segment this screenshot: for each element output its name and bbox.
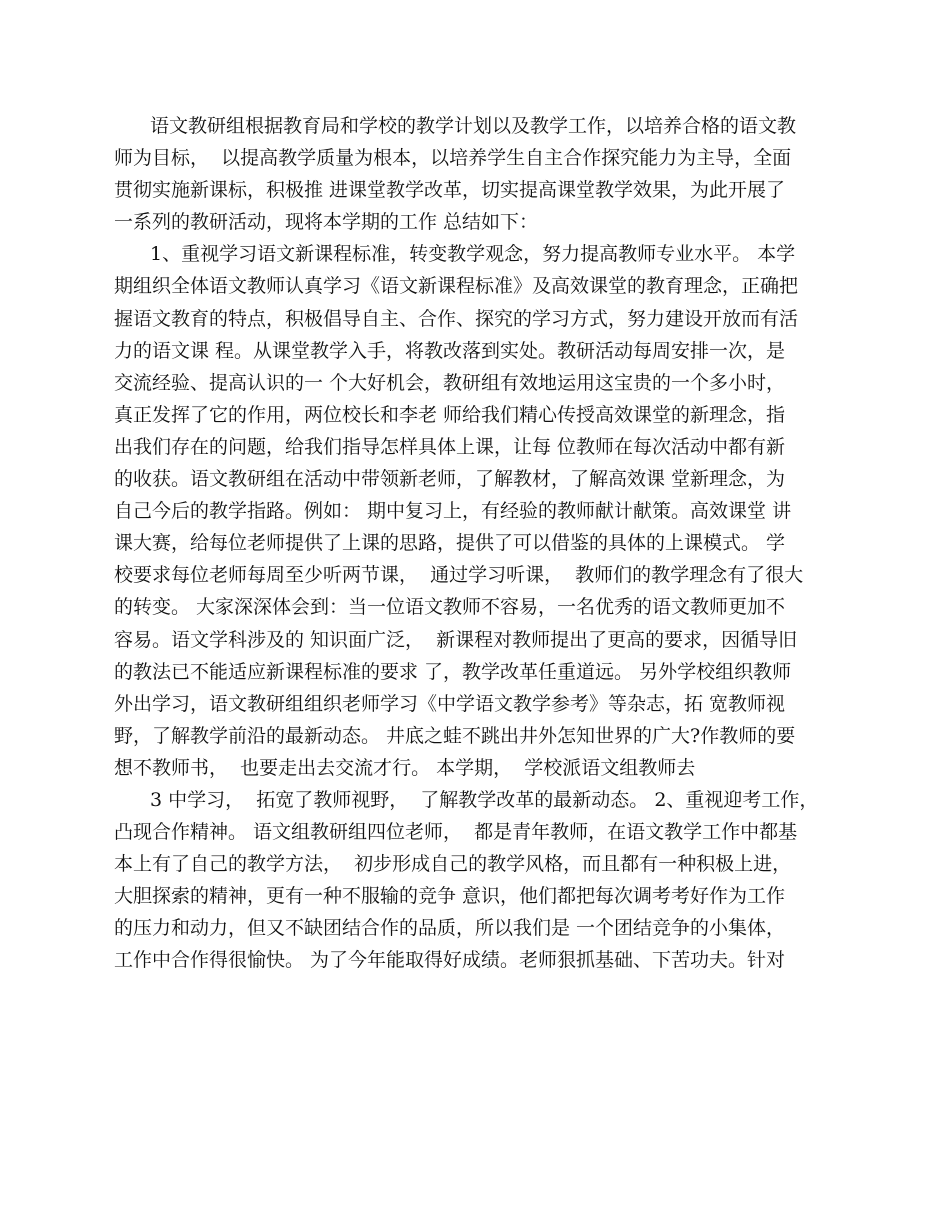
paragraph-line: 师为目标， 以提高教学质量为根本，以培养学生自主合作探究能力为主导，全面 [114,147,792,170]
paragraph-line: 一系列的教研活动，现将本学期的工作 总结如下： [114,211,539,234]
paragraph-line: 本上有了自己的教学方法， 初步形成自己的教学风格，而且都有一种积极上进， [114,853,792,876]
paragraph-line: 大胆探索的精神，更有一种不服输的竞争 意识，他们都把每次调考考好作为工作 [114,885,786,908]
document-body [114,110,826,977]
paragraph-line: 出我们存在的问题，给我们指导怎样具体上课，让每 位教师在每次活动中都有新 [114,435,786,458]
paragraph-line: 交流经验、提高认识的一 个大好机会，教研组有效地运用这宝贵的一个多小时， [114,371,786,394]
paragraph-line: 贯彻实施新课标，积极推 进课堂教学改革，切实提高课堂教学效果，为此开展了 [114,179,786,202]
paragraph-line: 课大赛，给每位老师提供了上课的思路，提供了可以借鉴的具体的上课模式。 学 [114,532,786,555]
paragraph-line: 握语文教育的特点，积极倡导自主、合作、探究的学习方式，努力建设开放而有活 [114,307,799,330]
paragraph-line: 真正发挥了它的作用，两位校长和李老 师给我们精心传授高效课堂的新理念，指 [114,403,786,426]
paragraph-line: 容易。语文学科涉及的 知识面广泛， 新课程对教师提出了更高的要求，因循导旧 [114,628,798,651]
paragraph-line: 的转变。 大家深深体会到：当一位语文教师不容易，一名优秀的语文教师更加不 [114,596,786,619]
paragraph-line: 自己今后的教学指路。例如： 期中复习上，有经验的教师献计献策。高效课堂 讲 [114,500,792,523]
paragraph-line: 校要求每位老师每周至少听两节课， 通过学习听课， 教师们的教学理念有了很大 [114,564,804,587]
paragraph-line: 3 中学习， 拓宽了教师视野， 了解教学改革的最新动态。 2、重视迎考工作， [150,788,819,811]
paragraph-line: 凸现合作精神。 语文组教研组四位老师， 都是青年教师，在语文教学工作中都基 [114,821,798,844]
paragraph-line: 1、重视学习语文新课程标准，转变教学观念，努力提高教师专业水平。 本学 [150,243,796,266]
paragraph-line: 力的语文课 程。从课堂教学入手，将教改落到实处。教研活动每周安排一次，是 [114,339,786,362]
paragraph-line: 语文教研组根据教育局和学校的教学计划以及教学工作，以培养合格的语文教 [150,115,797,137]
paragraph-line: 期组织全体语文教师认真学习《语文新课程标准》及高效课堂的教育理念，正确把 [114,275,799,298]
paragraph-line: 外出学习，语文教研组组织老师学习《中学语文教学参考》等杂志，拓 宽教师视 [114,692,786,715]
paragraph-line: 想不教师书， 也要走出去交流才行。 本学期， 学校派语文组教师去 [114,756,696,779]
paragraph-line: 的压力和动力，但又不缺团结合作的品质，所以我们是 一个团结竞争的小集体， [114,917,786,940]
paragraph-line: 工作中合作得很愉快。 为了今年能取得好成绩。老师狠抓基础、下苦功夫。针对 [114,949,786,972]
paragraph-line: 野，了解教学前沿的最新动态。 井底之蛙不跳出井外怎知世界的广大?作教师的要 [114,724,796,747]
paragraph-line: 的收获。语文教研组在活动中带领新老师，了解教材，了解高效课 堂新理念，为 [114,468,786,491]
paragraph-line: 的教法已不能适应新课程标准的要求 了，教学改革任重道远。 另外学校组织教师 [114,660,792,683]
